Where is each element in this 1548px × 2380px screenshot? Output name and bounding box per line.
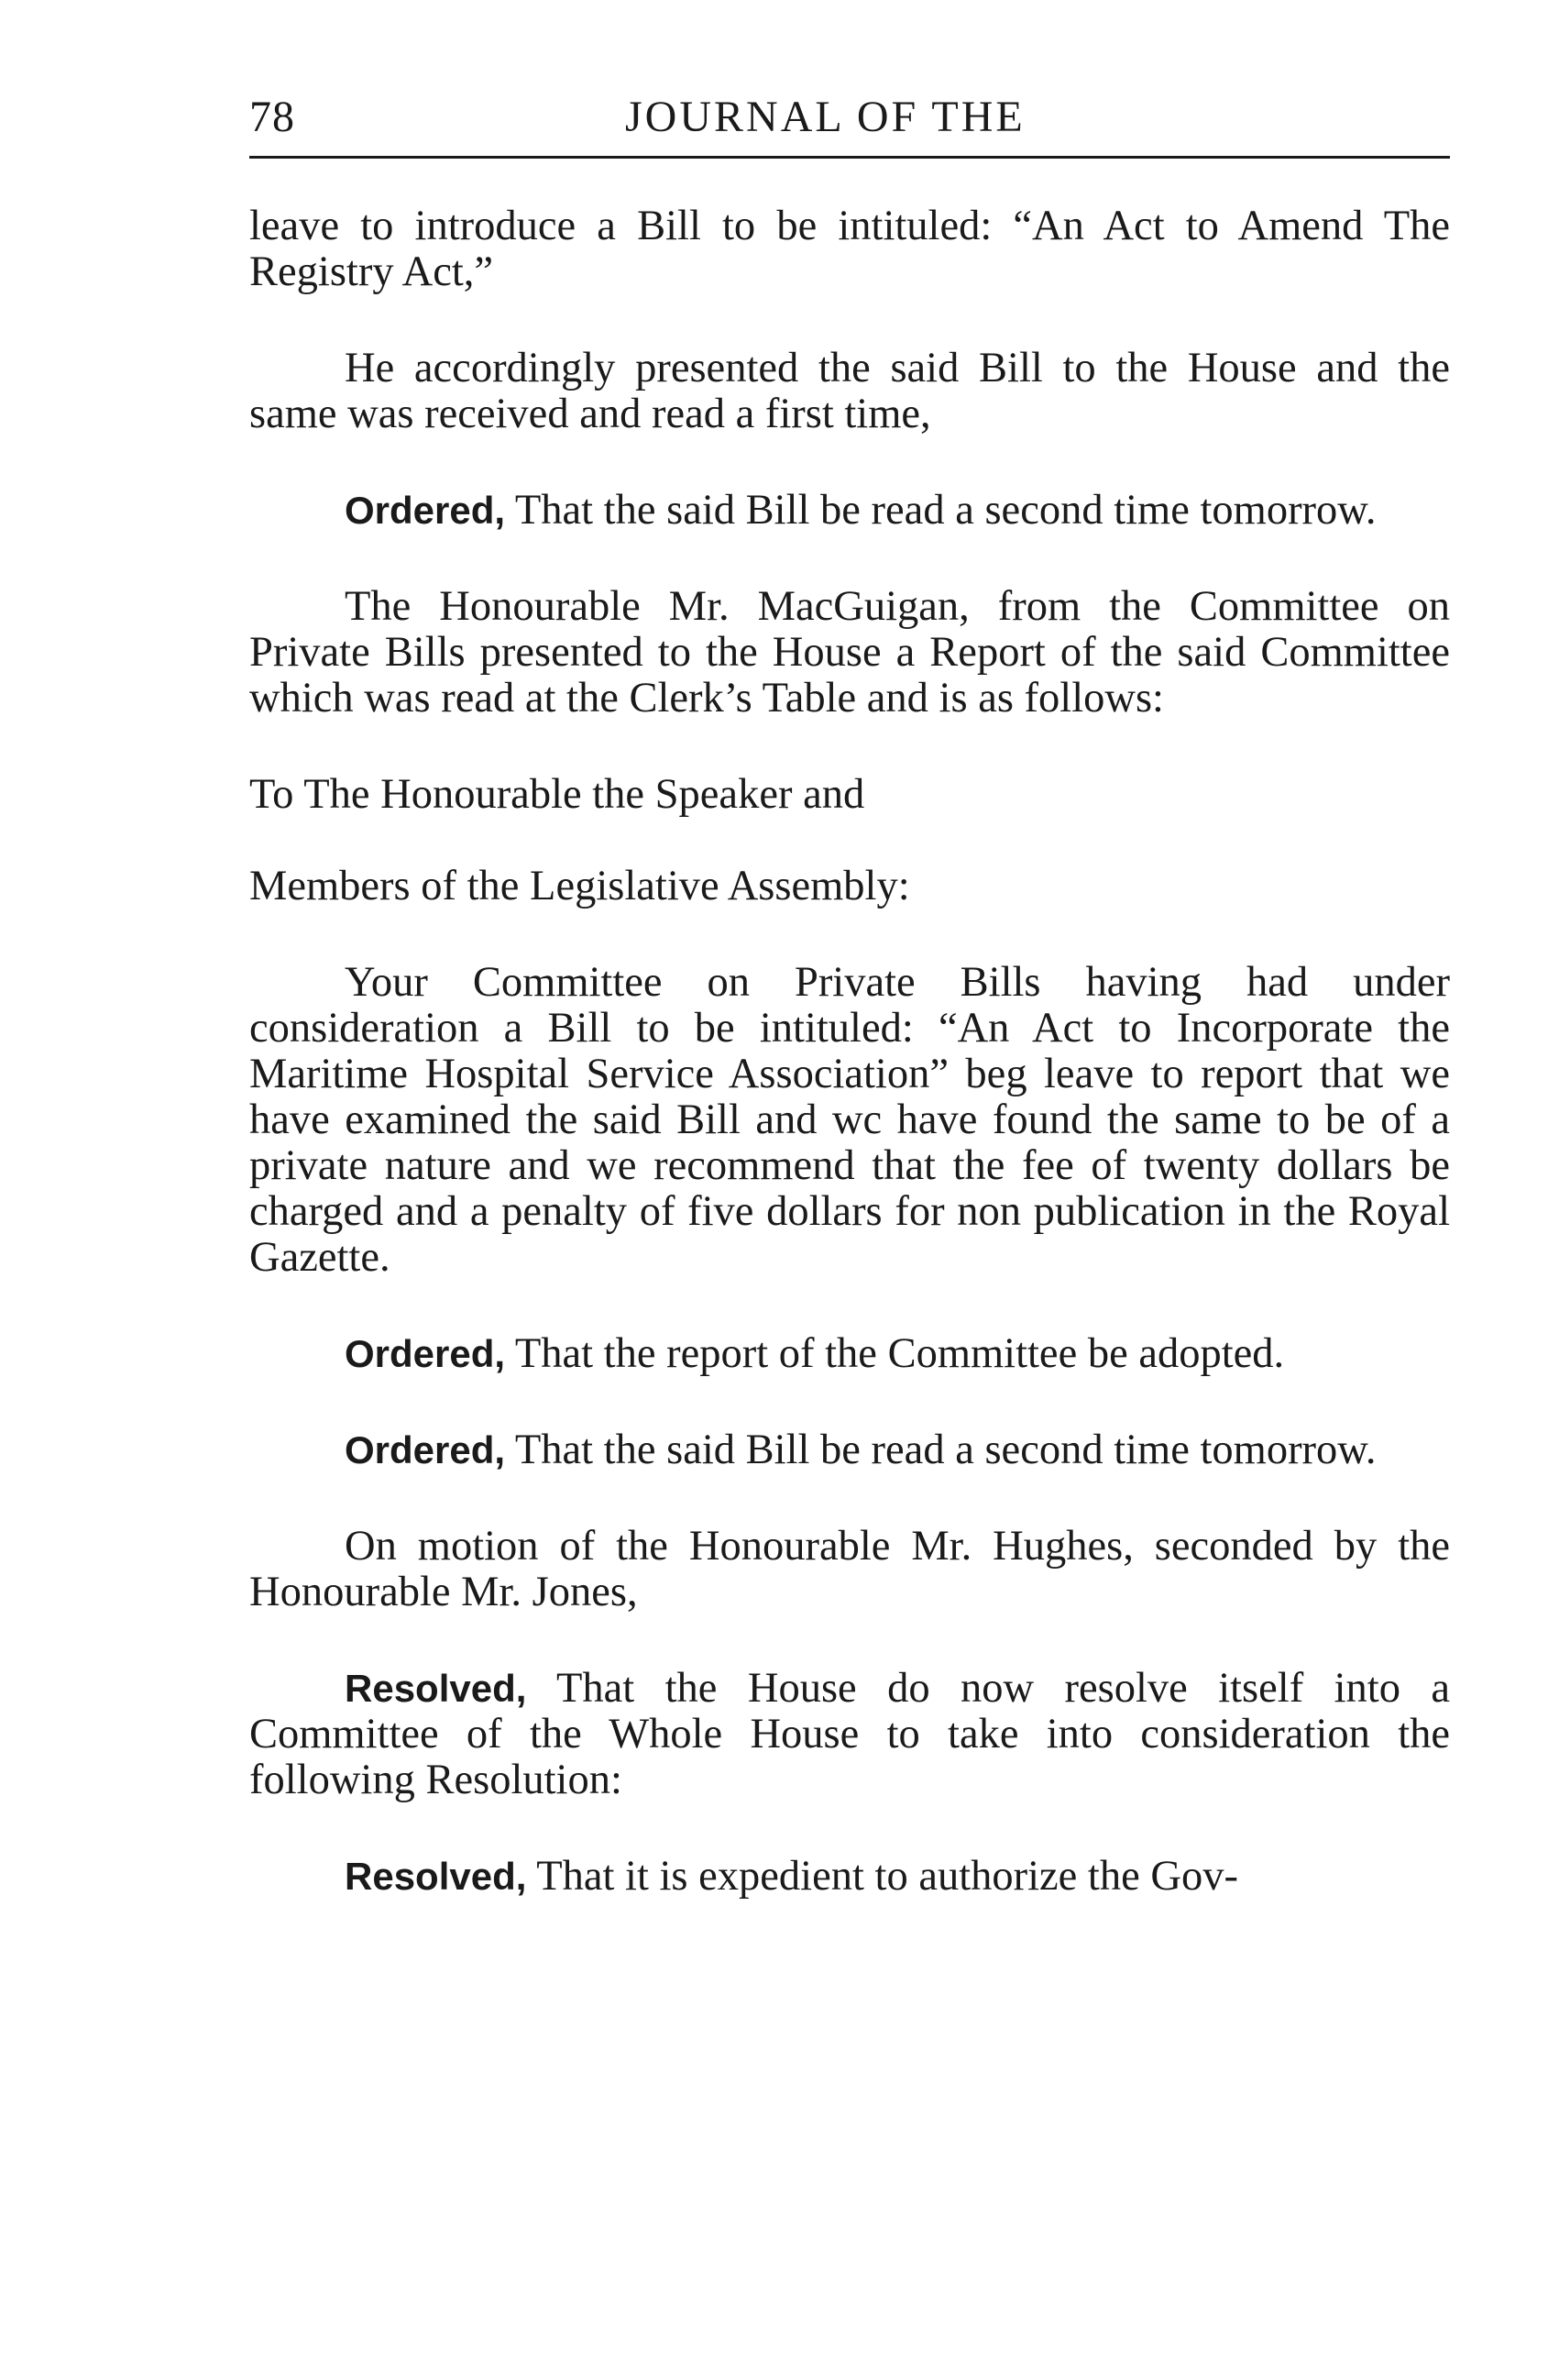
running-head: JOURNAL OF THE (625, 93, 1026, 141)
resolved-lead: Resolved, (345, 1855, 527, 1898)
paragraph-ordered-second-reading-2 (249, 1427, 1450, 1473)
paragraph-committee-findings (249, 960, 1450, 1281)
paragraph-text: Members of the Legislative Assembly: (249, 863, 910, 909)
paragraph-text: That the said Bill be read a second time tomorrow. (505, 1427, 1377, 1473)
page-header (249, 92, 1450, 159)
page-number: 78 (249, 93, 295, 141)
resolved-lead: Resolved, (345, 1667, 527, 1710)
paragraph-bill-registry (249, 204, 1450, 295)
address-line-members (249, 864, 1450, 909)
paragraph-resolved-expedient (249, 1854, 1450, 1900)
paragraph-text: That the report of the Committee be adopted. (505, 1330, 1285, 1377)
paragraph-text: On motion of the Honourable Mr. Hughes, seconded by the Honourable Mr. Jones, (249, 1523, 1450, 1615)
paragraph-motion (249, 1524, 1450, 1615)
paragraph-text: The Honourable Mr. MacGuigan, from the Committee on Private Bills presented to the House a Report of the said Committee which was read at the Clerk’s Table and is as follows: (249, 583, 1450, 722)
paragraph-ordered-adopted (249, 1331, 1450, 1377)
paragraph-text: That the House do now resolve itself into a Committee of the Whole House to take into consideration the following Resolution: (249, 1665, 1450, 1803)
ordered-lead: Ordered, (345, 1428, 506, 1471)
paragraph-text: leave to introduce a Bill to be intituled: “An Act to Amend The Registry Act,” (249, 203, 1450, 295)
ordered-lead: Ordered, (345, 489, 506, 532)
page-body (249, 204, 1450, 1900)
paragraph-text: To The Honourable the Speaker and (249, 771, 865, 818)
address-line-speaker (249, 772, 1450, 818)
paragraph-text: That the said Bill be read a second time tomorrow. (505, 487, 1377, 534)
paragraph-text: That it is expedient to authorize the Gov- (526, 1853, 1238, 1900)
paragraph-text: He accordingly presented the said Bill to the House and the same was received and read a first time, (249, 345, 1450, 437)
paragraph-ordered-second-reading (249, 488, 1450, 534)
paragraph-text: Your Committee on Private Bills having had under consideration a Bill to be intituled: “An Act to Incorporate the Maritime Hospital Service Association” beg leave to report that we have examined the said Bill and wc have found the same to be of a private nature and we recommend that the fee of twenty dollars be charged and a penalty of five dollars for non publication in the Royal Gazette. (249, 959, 1450, 1281)
paragraph-committee-report (249, 584, 1450, 722)
paragraph-bill-presented (249, 346, 1450, 437)
ordered-lead: Ordered, (345, 1332, 506, 1375)
paragraph-resolved-committee (249, 1666, 1450, 1803)
